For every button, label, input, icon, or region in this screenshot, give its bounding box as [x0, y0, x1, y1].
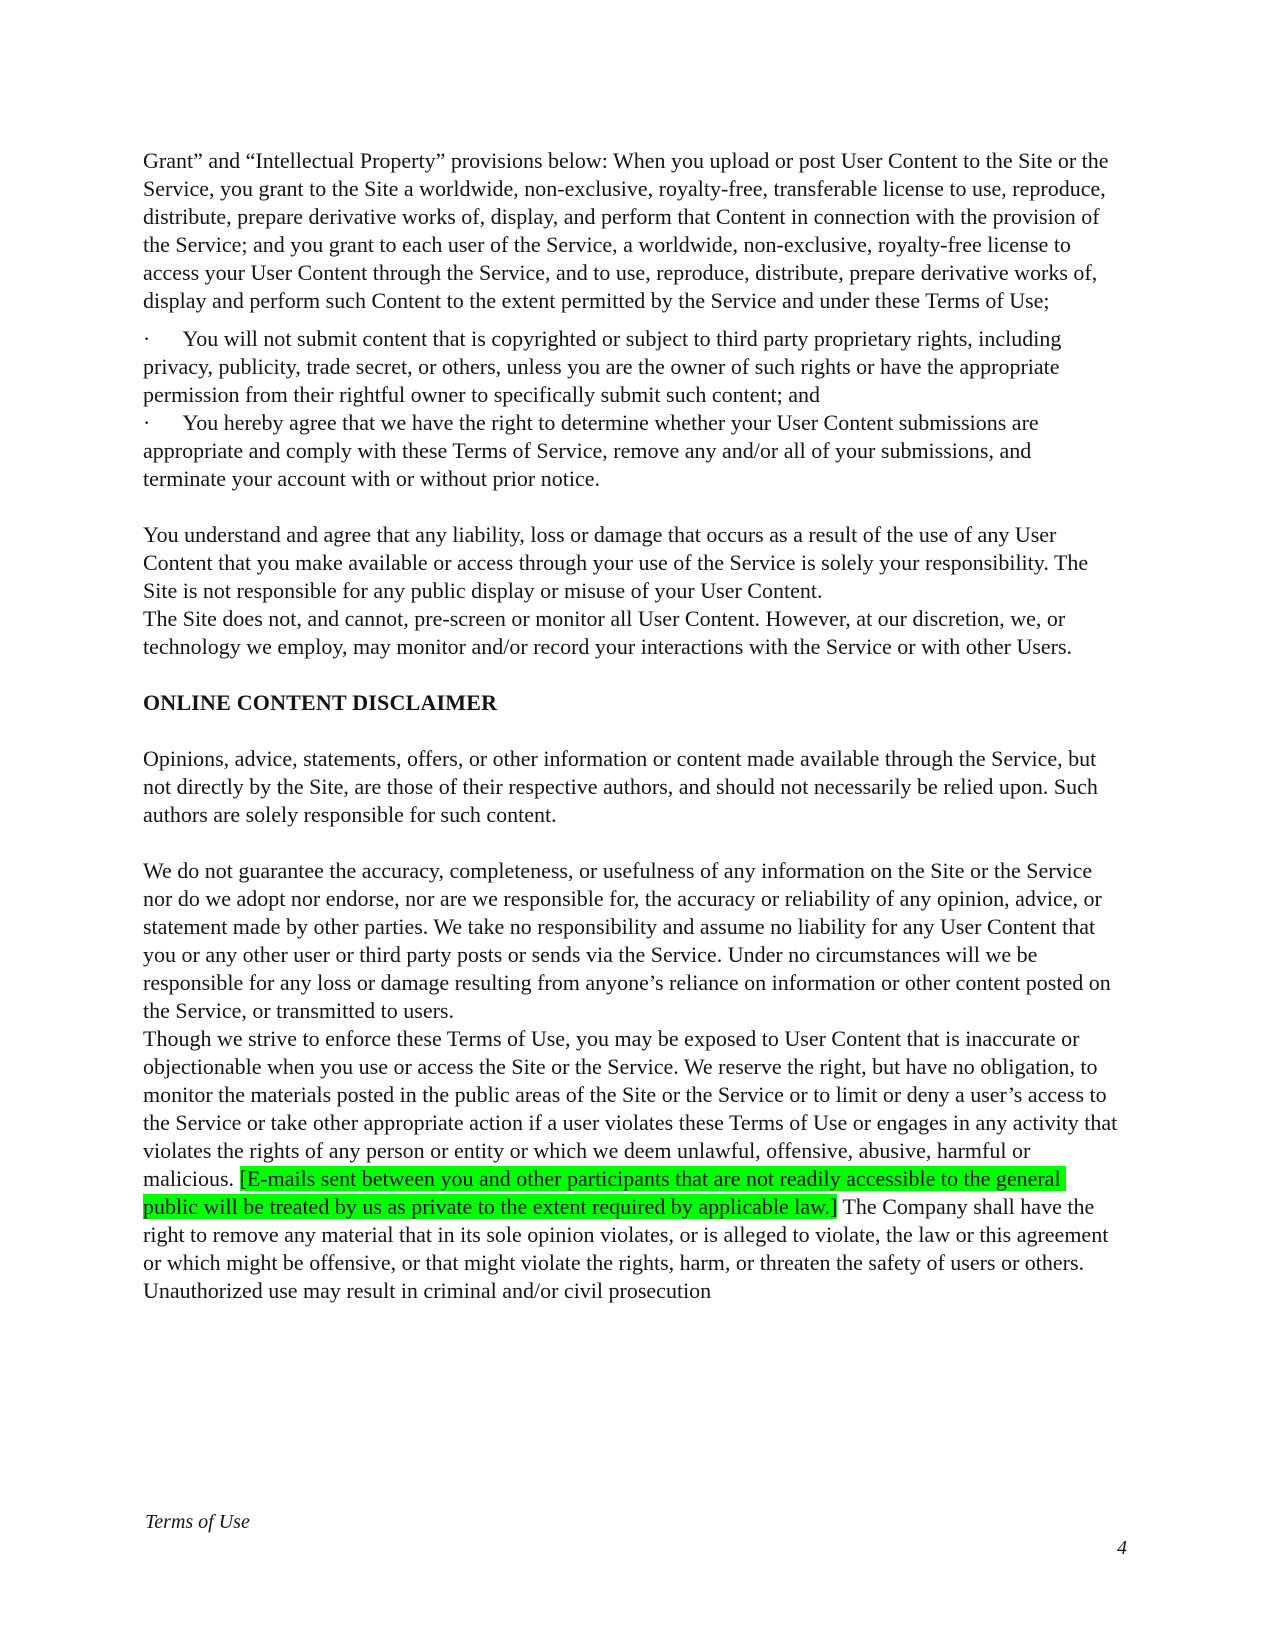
blank-line: [143, 717, 1118, 745]
paragraph-prescreen-monitor: The Site does not, and cannot, pre-screen or monitor all User Content. However, at our discretion, we, or technology we employ, may monitor and/or record your interactions with the Service or with other Users.: [143, 606, 1073, 659]
page-number: 4: [1117, 1537, 1127, 1559]
bullet-item-right-to-determine: · You hereby agree that we have the right to determine whether your User Content submissions are appropriate and comply with these Terms of Service, remove any and/or all of your submissions, and terminate your account with or without prior notice.: [143, 410, 1045, 491]
footer-document-title: Terms of Use: [145, 1511, 250, 1533]
section-heading-online-content-disclaimer: ONLINE CONTENT DISCLAIMER: [143, 690, 498, 715]
blank-line: [143, 493, 1118, 521]
paragraph-liability-responsibility: You understand and agree that any liability, loss or damage that occurs as a result of the use of any User Content that you make available or access through your use of the Service is solely your responsibility. The Site is not responsible for any public display or misuse of your User Content.: [143, 522, 1094, 603]
highlighted-text-emails-private: [E-mails sent between you and other participants that are not readily accessible to the general public will be treated by us as private to the extent required by applicable law.]: [143, 1166, 1067, 1219]
paragraph-enforcement: [143, 1025, 1123, 1305]
bullet-item-copyright-restriction: · You will not submit content that is copyrighted or subject to third party proprietary rights, including privacy, publicity, trade secret, or others, unless you are the owner of such rights or have the appropriate permission from their rightful owner to specifically submit such content; and: [143, 326, 1067, 407]
paragraph-user-content-license: Grant” and “Intellectual Property” provisions below: When you upload or post User Content to the Site or the Service, you grant to the Site a worldwide, non-exclusive, royalty-free, transferable license to use, reproduce, distribute, prepare derivative works of, display, and perform that Content in connection with the provision of the Service; and you grant to each user of the Service, a worldwide, non-exclusive, royalty-free license to access your User Content through the Service, and to use, reproduce, distribute, prepare derivative works of, display and perform such Content to the extent permitted by the Service and under these Terms of Use;: [143, 148, 1115, 313]
text-before-highlight: Though we strive to enforce these Terms of Use, you may be exposed to User Content that is inaccurate or objectionable when you use or access the Site or the Service. We reserve the right, but have no obligation, to monitor the materials posted in the public areas of the Site or the Service or to limit or deny a user’s access to the Service or take other appropriate action if a user violates these Terms of Use or engages in any activity that violates the rights of any person or entity or which we deem unlawful, offensive, abusive, harmful or malicious.: [143, 1026, 1123, 1191]
document-body: [143, 147, 1123, 1305]
text-after-highlight: The Company shall have the right to remove any material that in its sole opinion violates, or is alleged to violate, the law or this agreement or which might be offensive, or that might violate the rights, harm, or threaten the safety of users or others. Unauthorized use may result in criminal and/or civil prosecution: [143, 1194, 1114, 1303]
paragraph-opinions-disclaimer: Opinions, advice, statements, offers, or other information or content made available through the Service, but not directly by the Site, are those of their respective authors, and should not necessarily be relied upon. Such authors are solely responsible for such content.: [143, 746, 1104, 827]
blank-line: [143, 829, 1118, 857]
paragraph-no-guarantee: We do not guarantee the accuracy, completeness, or usefulness of any information on the Site or the Service nor do we adopt nor endorse, nor are we responsible for, the accuracy or reliability of any opinion, advice, or statement made by other parties. We take no responsibility and assume no liability for any User Content that you or any other user or third party posts or sends via the Service. Under no circumstances will we be responsible for any loss or damage resulting from anyone’s reliance on information or other content posted on the Service, or transmitted to users.: [143, 858, 1117, 1023]
blank-line: [143, 661, 1118, 689]
